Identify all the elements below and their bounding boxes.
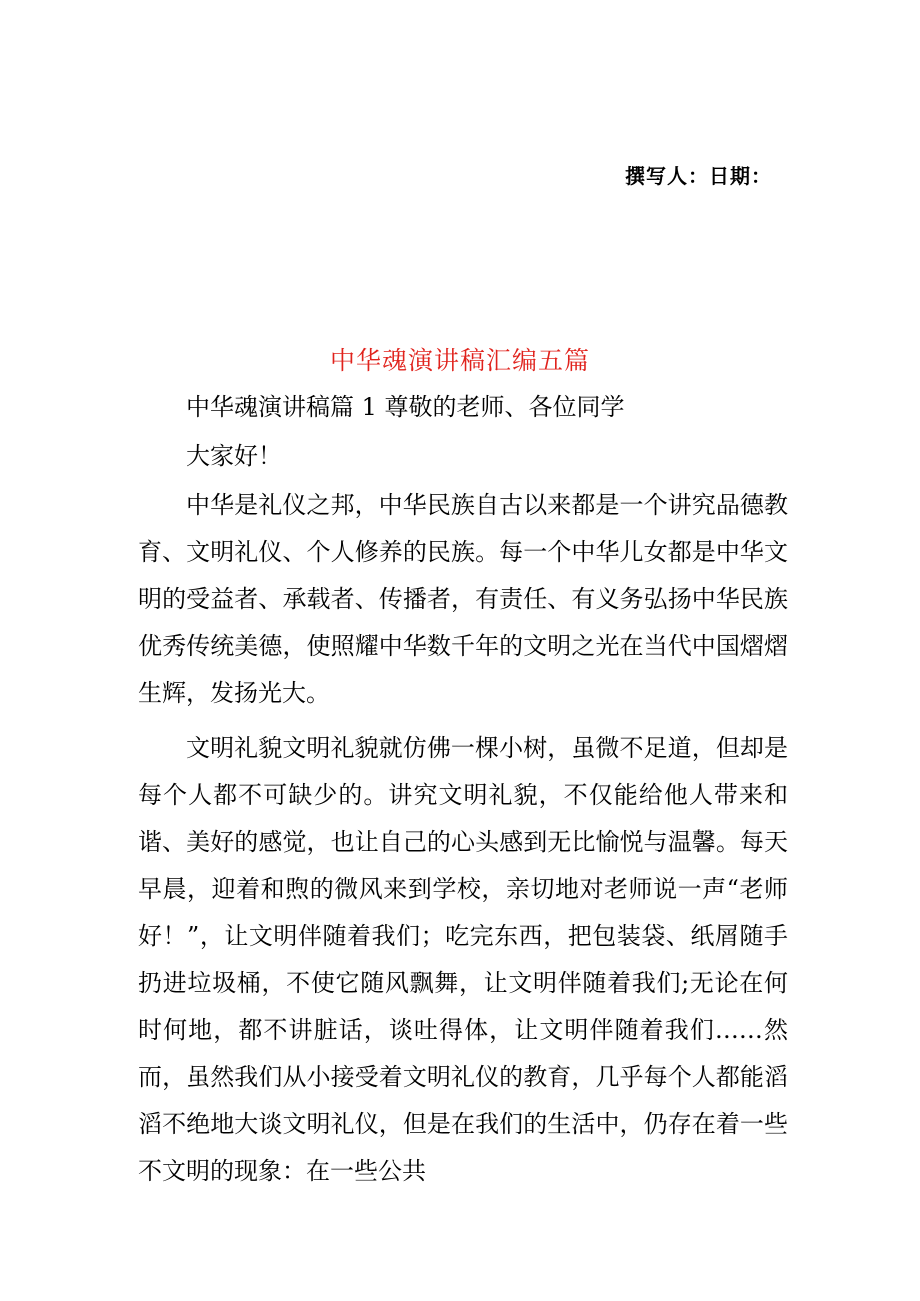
document-body [138, 384, 788, 1195]
paragraph-greeting: 大家好！ [186, 442, 282, 470]
author-date-line: 撰写人：日期： [625, 164, 772, 188]
document-title: 中华魂演讲稿汇编五篇 [329, 346, 590, 375]
paragraph-politeness: 文明礼貌文明礼貌就仿佛一棵小树，虽微不足道，但却是每个人都不可缺少的。讲究文明礼貌，不仅能给他人带来和谐、美好的感觉，也让自己的心头感到无比愉悦与温馨。每天早晨，迎着和煦的微风来到学校，亲切地对老师说一声“老师好！”，让文明伴随着我们；吃完东西，把包装袋、纸屑随手扔进垃圾桶，不使它随风飘舞，让文明伴随着我们;无论在何时何地，都不讲脏话，谈吐得体，让文明伴随着我们……然而，虽然我们从小接受着文明礼仪的教育，几乎每个人都能滔滔不绝地大谈文明礼仪，但是在我们的生活中，仍存在着一些不文明的现象：在一些公共 [138, 734, 788, 1185]
paragraph-intro: 中华是礼仪之邦，中华民族自古以来都是一个讲究品德教育、文明礼仪、个人修养的民族。每一个中华儿女都是中华文明的受益者、承载者、传播者，有责任、有义务弘扬中华民族优秀传统美德，使照耀中华数千年的文明之光在当代中国熠熠生辉，发扬光大。 [138, 491, 788, 707]
paragraph-salutation: 中华魂演讲稿篇 1 尊敬的老师、各位同学 [186, 393, 625, 421]
